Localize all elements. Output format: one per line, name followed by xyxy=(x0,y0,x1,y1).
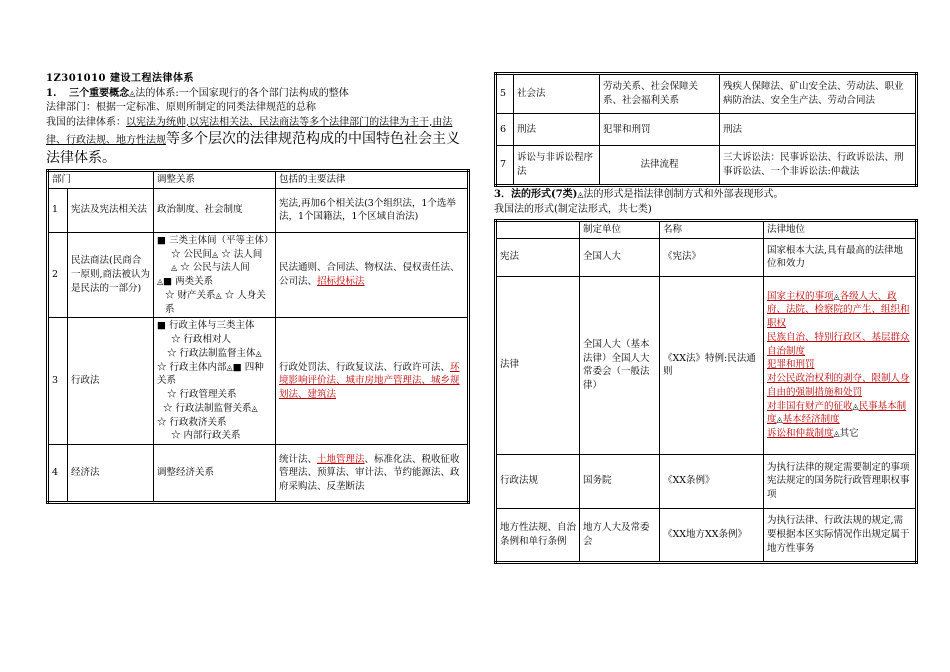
paragraph-legal-system: 我国的法律体系：以宪法为统帅,以宪法相关法、民法商法等多个法律部门的法律为主干,由法 律、行政法规、地方性法规等多个层次的法律规范构成的中国特色社会主义法律体系。 xyxy=(46,116,460,166)
table-row: 4 经济法 调整经济关系 统计法、土地管理法、标准化法、税收征收管理法、预算法、审计法、节约能源法、政府采购法、反垄断法 xyxy=(48,445,469,503)
concepts-heading: 三个重要概念 xyxy=(69,87,130,99)
paragraph-law-forms: 3．法的形式(7类)◬法的形式是指法律创制方式和外部表现形式。 xyxy=(494,189,784,200)
right-column xyxy=(494,72,918,564)
table-row: 地方性法规、自治条例和单行条例 地方人大及常委会 《XX地方XX条例》 为执行法律、行政法规的规定,需要根据本区实际情况作出规定属于地方性事务 xyxy=(496,508,917,562)
table-row: 法律 全国人大（基本法律）全国人大常委会（一般法律） 《XX法》特例:民法通则 国家主权的事项◬各级人大、政府、法院、检察院的产生、组织和职权 民族自治、特别行政区、基层群众自治制度 犯罪和刑罚 对公民政治权利的剥夺、限制人身自由的强制措施和处罚 对非国有财产的征收◬民事基本制度◬基本经济制度 诉讼和仲裁制度◬其它 xyxy=(496,276,917,454)
header-dept: 部门 xyxy=(48,171,154,189)
table-row: 2 民法商法(民商合一原则,商法被认为是民法的一部分) ■ 三类主体间（平等主体） ☆ 公民间◬ ☆ 法人间 ◬ ☆ 公民与法人间 ◬■ 两类关系 ☆ 财产关系◬ ☆ 人身关系 民法通则、合同法、物权法、侵权责任法、公司法、招标投标法 xyxy=(48,232,469,318)
table-row: 5 社会法 劳动关系、社会保障关系、社会福利关系 残疾人保障法、矿山安全法、劳动法、职业病防治法、安全生产法、劳动合同法 xyxy=(496,74,917,114)
header-relation: 调整关系 xyxy=(154,171,276,189)
bookmark-icon: ◬ xyxy=(129,88,136,98)
section-title: 1Z301010 建设工程法律体系 xyxy=(46,73,194,84)
left-column xyxy=(46,72,470,504)
table-row: 3 行政法 ■ 行政主体与三类主体 ☆ 行政相对人 ☆ 行政法制监督主体◬ ☆ 行政主体内部◬■ 四种关系 ☆ 行政管理关系 ☆ 行政法制监督关系◬ ☆ 行政救济关系 ☆ 内部行政关系 行政处罚法、行政复议法、行政许可法、环境影响评价法、城市房地产管理法、城乡规划法、建筑法 xyxy=(48,318,469,445)
paragraph-concepts: 1. 三个重要概念◬法的体系:一个国家现行的各个部门法构成的整体 xyxy=(46,87,349,99)
paragraph-legal-dept: 法律部门：根据一定标准、原则所制定的同类法律规范的总称 xyxy=(46,102,316,113)
header-laws: 包括的主要法律 xyxy=(276,171,469,189)
law-forms-table xyxy=(494,219,918,564)
table-row: 6 刑法 犯罪和刑罚 刑法 xyxy=(496,114,917,146)
legal-departments-table xyxy=(46,169,470,504)
table-row: 宪法 全国人大 《宪法》 国家根本大法,具有最高的法律地位和效力 xyxy=(496,238,917,276)
table-header-row xyxy=(48,171,469,189)
legal-departments-table-cont xyxy=(494,72,918,187)
paragraph-forms-sub: 我国法的形式(制定法形式，共七类) xyxy=(494,203,652,215)
table-row: 1 宪法及宪法相关法 政治制度、社会制度 宪法,再加6个相关法(3个组织法，1个选举法，1个国籍法，1个区域自治法) xyxy=(48,188,469,232)
table-row: 行政法规 国务院 《XX条例》 为执行法律的规定需要制定的事项宪法规定的国务院行政管理职权事项 xyxy=(496,454,917,508)
bookmark-icon: ◬ xyxy=(577,190,584,199)
table-header-row: 制定单位 名称 法律地位 xyxy=(496,221,917,239)
table-row: 7 诉讼与非诉讼程序法 法律流程 三大诉讼法：民事诉讼法、行政诉讼法、刑事诉讼法、一个非诉讼法:仲裁法 xyxy=(496,146,917,186)
forms-heading: 法的形式(7类) xyxy=(510,189,578,200)
